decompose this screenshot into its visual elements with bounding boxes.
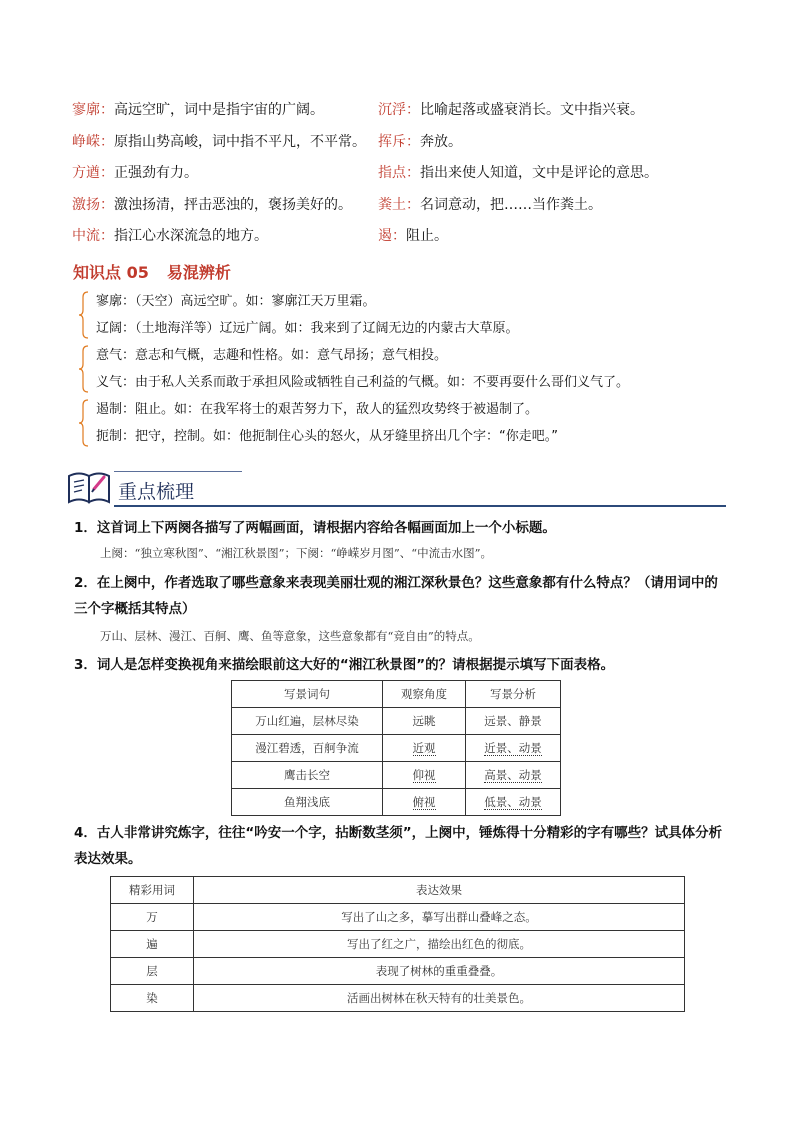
filled-answer: 仰视 <box>412 768 436 782</box>
table-cell: 鹰击长空 <box>232 762 383 789</box>
confusable-entry: 扼制：把守，控制。如：他扼制住心头的怒火，从牙缝里挤出几个字：“你走吧。” <box>96 429 558 444</box>
vocab-row <box>72 193 732 225</box>
vocab-item: 峥嵘：原指山势高峻，词中指不平凡，不平常。 <box>72 133 366 150</box>
table-row <box>232 708 561 735</box>
filled-answer: 高景、动景 <box>484 768 542 782</box>
vocab-definition: 指出来使人知道，文中是评论的意思。 <box>420 165 658 181</box>
table-row <box>232 789 561 816</box>
vocab-item: 激扬：激浊扬清，抨击恶浊的，褒扬美好的。 <box>72 196 352 213</box>
question-4: 4．古人非常讲究炼字，往往“吟安一个字，拈断数茎须”，上阕中，锤炼得十分精彩的字有哪些？试具体分析表达效果。 <box>74 825 723 867</box>
open-book-icon <box>66 466 112 506</box>
vocab-item: 遏：阻止。 <box>378 228 448 244</box>
section-rule <box>114 505 726 507</box>
vocab-definition: 奔放。 <box>420 133 462 150</box>
question-2: 2．在上阕中，作者选取了哪些意象来表现美丽壮观的湘江深秋景色？这些意象都有什么特点？（请用词中的三个字概括其特点） <box>74 575 718 617</box>
table-header-cell: 精彩用词 <box>111 877 194 904</box>
table-cell <box>383 789 466 816</box>
table-row <box>111 958 685 985</box>
vocab-row <box>72 161 732 193</box>
filled-answer: 低景、动景 <box>484 795 542 809</box>
table-cell: 写出了红之广，描绘出红色的彻底。 <box>194 931 685 958</box>
vocab-item: 中流：指江心水深流急的地方。 <box>72 228 268 244</box>
table-cell: 鱼翔浅底 <box>232 789 383 816</box>
table-cell: 写出了山之多，摹写出群山叠峰之态。 <box>194 904 685 931</box>
vocab-row <box>72 224 732 256</box>
vocab-term: 峥嵘 <box>72 133 100 150</box>
table-row <box>232 735 561 762</box>
answer-2: 万山、层林、漫江、百舸、鹰、鱼等意象，这些意象都有“竞自由”的特点。 <box>100 629 480 643</box>
table-row <box>232 762 561 789</box>
vocab-definition: 正强劲有力。 <box>114 165 198 181</box>
vocab-definition: 指江心水深流急的地方。 <box>114 228 268 244</box>
confusable-entry: 寥廓：（天空）高远空旷。如：寥廓江天万里霜。 <box>96 294 376 309</box>
vocab-row <box>72 130 732 162</box>
knowledge-point-label: 知识点 05 <box>73 263 149 282</box>
vocab-definition: 比喻起落或盛衰消长。文中指兴衰。 <box>420 102 644 118</box>
section-header <box>66 462 726 510</box>
filled-answer: 近观 <box>412 741 436 755</box>
table-cell: 远眺 <box>383 708 466 735</box>
table-cell: 染 <box>111 985 194 1012</box>
question-3: 3．词人是怎样变换视角来描绘眼前这大好的“湘江秋景图”的？请根据提示填写下面表格。 <box>74 657 615 673</box>
vocab-term: 粪土 <box>378 196 406 213</box>
confusable-entry: 意气：意志和气概，志趣和性格。如：意气昂扬；意气相投。 <box>96 348 448 363</box>
filled-answer: 近景、动景 <box>484 741 542 755</box>
vocab-item: 寥廓：高远空旷，词中是指宇宙的广阔。 <box>72 102 324 118</box>
vocab-term: 激扬 <box>72 196 100 213</box>
vocab-item: 沉浮：比喻起落或盛衰消长。文中指兴衰。 <box>378 102 644 118</box>
vocab-definition: 名词意动，把……当作粪土。 <box>420 196 602 213</box>
knowledge-point-title: 易混辨析 <box>166 263 231 282</box>
table-row <box>111 904 685 931</box>
table-header-row <box>111 877 685 904</box>
section-rule <box>114 471 242 472</box>
confusable-group <box>78 288 718 342</box>
table-cell <box>383 735 466 762</box>
vocab-term: 方遒 <box>72 165 100 181</box>
vocab-definition: 阻止。 <box>406 228 448 244</box>
answer-1: 上阕：“独立寒秋图”、“湘江秋景图”；下阕：“峥嵘岁月图”、“中流击水图”。 <box>100 546 493 560</box>
table-cell: 万山红遍，层林尽染 <box>232 708 383 735</box>
confusable-entry: 遏制：阻止。如：在我军将士的艰苦努力下，敌人的猛烈攻势终于被遏制了。 <box>96 402 539 417</box>
filled-answer: 俯视 <box>412 795 436 809</box>
table-cell: 活画出树林在秋天特有的壮美景色。 <box>194 985 685 1012</box>
confusable-group <box>78 396 718 450</box>
confusable-entry: 义气：由于私人关系而敢于承担风险或牺牲自己利益的气概。如：不要再耍什么哥们义气了。 <box>96 375 630 390</box>
vocab-term: 指点 <box>378 165 406 181</box>
table-cell <box>466 735 561 762</box>
vocab-definition: 高远空旷，词中是指宇宙的广阔。 <box>114 102 324 118</box>
vocab-row <box>72 98 732 130</box>
confusable-entry: 辽阔：（土地海洋等）辽远广阔。如：我来到了辽阔无边的内蒙古大草原。 <box>96 321 519 336</box>
vocabulary-list <box>72 98 732 256</box>
table-header-row <box>232 681 561 708</box>
vocab-definition: 激浊扬清，抨击恶浊的，褒扬美好的。 <box>114 196 352 213</box>
vocab-item: 粪土：名词意动，把……当作粪土。 <box>378 196 602 213</box>
vocab-term: 中流 <box>72 228 100 244</box>
question-1: 1．这首词上下两阕各描写了两幅画面，请根据内容给各幅画面加上一个小标题。 <box>74 520 556 536</box>
table-cell <box>383 762 466 789</box>
table-cell: 层 <box>111 958 194 985</box>
scene-analysis-table <box>231 680 561 816</box>
confusable-group <box>78 342 718 396</box>
vocab-item: 指点：指出来使人知道，文中是评论的意思。 <box>378 165 658 181</box>
vocab-term: 沉浮 <box>378 102 406 118</box>
vocab-term: 寥廓 <box>72 102 100 118</box>
vocab-item: 方遒：正强劲有力。 <box>72 165 198 181</box>
table-cell <box>466 789 561 816</box>
vocab-term: 遏 <box>378 228 392 244</box>
section-title: 重点梳理 <box>118 481 195 503</box>
table-header-cell: 写景分析 <box>466 681 561 708</box>
table-cell: 遍 <box>111 931 194 958</box>
table-cell: 远景、静景 <box>466 708 561 735</box>
table-row <box>111 931 685 958</box>
table-cell: 表现了树林的重重叠叠。 <box>194 958 685 985</box>
table-row <box>111 985 685 1012</box>
word-refinement-table <box>110 876 685 1012</box>
vocab-item: 挥斥：奔放。 <box>378 133 462 150</box>
table-cell: 万 <box>111 904 194 931</box>
table-cell <box>466 762 561 789</box>
vocab-term: 挥斥 <box>378 133 406 150</box>
table-header-cell: 观察角度 <box>383 681 466 708</box>
table-header-cell: 表达效果 <box>194 877 685 904</box>
vocab-definition: 原指山势高峻，词中指不平凡，不平常。 <box>114 133 366 150</box>
knowledge-point-heading <box>73 260 231 283</box>
table-cell: 漫江碧透，百舸争流 <box>232 735 383 762</box>
table-header-cell: 写景词句 <box>232 681 383 708</box>
